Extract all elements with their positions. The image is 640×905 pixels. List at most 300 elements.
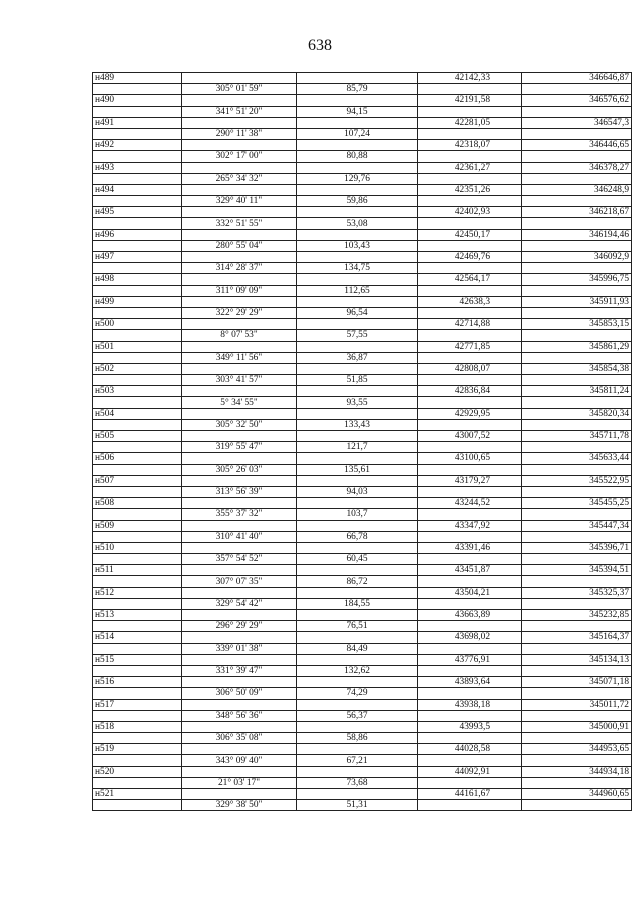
empty-cell [93,375,182,386]
empty-cell [522,777,632,788]
empty-cell [93,464,182,475]
empty-cell [522,285,632,296]
empty-cell [297,565,418,576]
empty-cell [182,475,297,486]
empty-cell [93,688,182,699]
empty-cell [297,73,418,84]
empty-cell [522,218,632,229]
point-row [93,744,632,755]
empty-cell [418,84,522,95]
empty-cell [297,587,418,598]
empty-cell [418,330,522,341]
point-x: 42929,95 [418,408,522,419]
segment-length: 103,7 [297,509,418,520]
point-row [93,453,632,464]
segment-row [93,218,632,229]
empty-cell [297,341,418,352]
empty-cell [297,319,418,330]
point-id: н521 [93,789,182,800]
empty-cell [418,598,522,609]
point-y: 345011,72 [522,699,632,710]
segment-angle: 306° 35' 08" [182,733,297,744]
segment-angle: 349° 11' 56" [182,352,297,363]
empty-cell [182,274,297,285]
empty-cell [93,419,182,430]
segment-length: 132,62 [297,665,418,676]
point-row [93,207,632,218]
point-y: 345854,38 [522,363,632,374]
empty-cell [418,710,522,721]
empty-cell [93,777,182,788]
point-x: 42836,84 [418,386,522,397]
point-id: н507 [93,475,182,486]
segment-length: 51,85 [297,375,418,386]
empty-cell [93,598,182,609]
segment-length: 56,37 [297,710,418,721]
empty-cell [418,688,522,699]
segment-row [93,397,632,408]
point-id: н515 [93,654,182,665]
empty-cell [182,632,297,643]
segment-length: 51,31 [297,800,418,811]
empty-cell [522,263,632,274]
empty-cell [182,341,297,352]
empty-cell [93,307,182,318]
segment-row [93,710,632,721]
empty-cell [522,464,632,475]
empty-cell [182,117,297,128]
segment-length: 73,68 [297,777,418,788]
empty-cell [93,285,182,296]
segment-length: 84,49 [297,643,418,654]
empty-cell [93,263,182,274]
empty-cell [522,733,632,744]
segment-angle: 341° 51' 20" [182,106,297,117]
empty-cell [522,576,632,587]
point-id: н494 [93,184,182,195]
empty-cell [418,755,522,766]
empty-cell [182,610,297,621]
empty-cell [93,397,182,408]
point-x: 44092,91 [418,766,522,777]
segment-length: 76,51 [297,621,418,632]
empty-cell [93,330,182,341]
point-id: н489 [93,73,182,84]
segment-length: 129,76 [297,173,418,184]
segment-angle: 329° 54' 42" [182,598,297,609]
point-id: н510 [93,542,182,553]
point-y: 346378,27 [522,162,632,173]
empty-cell [297,475,418,486]
empty-cell [93,643,182,654]
point-row [93,475,632,486]
point-row [93,341,632,352]
empty-cell [522,330,632,341]
segment-angle: 302° 17' 00" [182,151,297,162]
point-id: н497 [93,252,182,263]
segment-length: 103,43 [297,240,418,251]
segment-angle: 313° 56' 39" [182,486,297,497]
point-y: 345164,37 [522,632,632,643]
point-id: н493 [93,162,182,173]
empty-cell [182,431,297,442]
empty-cell [418,151,522,162]
segment-row [93,330,632,341]
segment-angle: 348° 56' 36" [182,710,297,721]
empty-cell [522,240,632,251]
empty-cell [522,665,632,676]
empty-cell [297,431,418,442]
point-y: 345811,24 [522,386,632,397]
point-y: 346576,62 [522,95,632,106]
point-x: 42281,05 [418,117,522,128]
segment-length: 107,24 [297,128,418,139]
empty-cell [93,509,182,520]
page-number: 638 [308,37,332,54]
point-y: 345232,85 [522,610,632,621]
point-row [93,229,632,240]
empty-cell [522,531,632,542]
empty-cell [297,699,418,710]
segment-row [93,419,632,430]
empty-cell [418,509,522,520]
segment-angle: 21° 03' 17" [182,777,297,788]
point-id: н499 [93,296,182,307]
empty-cell [418,486,522,497]
empty-cell [182,677,297,688]
point-x: 42469,76 [418,252,522,263]
empty-cell [182,363,297,374]
point-x: 42808,07 [418,363,522,374]
segment-length: 57,55 [297,330,418,341]
empty-cell [93,621,182,632]
point-id: н498 [93,274,182,285]
segment-angle: 329° 38' 50" [182,800,297,811]
segment-angle: 311° 09' 09" [182,285,297,296]
segment-angle: 329° 40' 11" [182,196,297,207]
point-x: 43244,52 [418,498,522,509]
empty-cell [522,151,632,162]
empty-cell [522,84,632,95]
point-x: 43698,02 [418,632,522,643]
segment-angle: 303° 41' 57" [182,375,297,386]
segment-row [93,352,632,363]
point-row [93,386,632,397]
point-row [93,296,632,307]
segment-angle: 314° 28' 37" [182,263,297,274]
empty-cell [182,498,297,509]
empty-cell [297,610,418,621]
segment-length: 85,79 [297,84,418,95]
point-x: 42402,93 [418,207,522,218]
empty-cell [182,319,297,330]
point-id: н504 [93,408,182,419]
empty-cell [418,352,522,363]
point-x: 43391,46 [418,542,522,553]
empty-cell [182,140,297,151]
point-row [93,95,632,106]
empty-cell [522,173,632,184]
segment-length: 94,03 [297,486,418,497]
empty-cell [297,498,418,509]
empty-cell [297,363,418,374]
coordinates-table [92,72,632,811]
point-id: н495 [93,207,182,218]
point-y: 346646,87 [522,73,632,84]
segment-row [93,263,632,274]
empty-cell [93,151,182,162]
point-y: 346547,3 [522,117,632,128]
segment-length: 133,43 [297,419,418,430]
point-x: 42771,85 [418,341,522,352]
empty-cell [418,554,522,565]
point-id: н505 [93,431,182,442]
point-x: 42564,17 [418,274,522,285]
empty-cell [297,654,418,665]
point-y: 345853,15 [522,319,632,330]
empty-cell [182,542,297,553]
point-row [93,789,632,800]
point-y: 345071,18 [522,677,632,688]
point-x: 43451,87 [418,565,522,576]
segment-row [93,375,632,386]
segment-angle: 310° 41' 40" [182,531,297,542]
point-id: н514 [93,632,182,643]
empty-cell [418,464,522,475]
point-row [93,632,632,643]
point-y: 345820,34 [522,408,632,419]
point-x: 42318,07 [418,140,522,151]
empty-cell [93,531,182,542]
segment-row [93,307,632,318]
segment-length: 58,86 [297,733,418,744]
point-id: н496 [93,229,182,240]
empty-cell [418,263,522,274]
empty-cell [93,128,182,139]
empty-cell [182,408,297,419]
segment-row [93,240,632,251]
segment-length: 112,65 [297,285,418,296]
segment-length: 60,45 [297,554,418,565]
point-y: 344960,65 [522,789,632,800]
segment-length: 53,08 [297,218,418,229]
empty-cell [418,285,522,296]
segment-angle: 357° 54' 52" [182,554,297,565]
point-row [93,654,632,665]
empty-cell [182,73,297,84]
point-row [93,520,632,531]
point-x: 43663,89 [418,610,522,621]
segment-angle: 355° 37' 32" [182,509,297,520]
point-x: 43179,27 [418,475,522,486]
point-row [93,73,632,84]
point-row [93,431,632,442]
empty-cell [182,520,297,531]
segment-row [93,598,632,609]
empty-cell [522,621,632,632]
point-y: 345134,13 [522,654,632,665]
empty-cell [93,196,182,207]
empty-cell [522,106,632,117]
point-id: н509 [93,520,182,531]
point-row [93,319,632,330]
segment-angle: 339° 01' 38" [182,643,297,654]
empty-cell [182,386,297,397]
segment-angle: 290° 11' 38" [182,128,297,139]
point-x: 43893,64 [418,677,522,688]
empty-cell [297,229,418,240]
point-row [93,363,632,374]
empty-cell [522,397,632,408]
empty-cell [182,162,297,173]
point-row [93,721,632,732]
empty-cell [93,106,182,117]
segment-length: 94,15 [297,106,418,117]
empty-cell [418,128,522,139]
table-body [93,73,632,811]
segment-angle: 305° 26' 03" [182,464,297,475]
point-row [93,408,632,419]
point-row [93,162,632,173]
empty-cell [182,184,297,195]
empty-cell [93,442,182,453]
point-id: н508 [93,498,182,509]
point-x: 42351,26 [418,184,522,195]
empty-cell [297,117,418,128]
empty-cell [182,229,297,240]
point-x: 42714,88 [418,319,522,330]
empty-cell [93,576,182,587]
empty-cell [93,218,182,229]
point-id: н503 [93,386,182,397]
point-id: н518 [93,721,182,732]
empty-cell [297,632,418,643]
segment-length: 74,29 [297,688,418,699]
point-x: 43100,65 [418,453,522,464]
empty-cell [297,140,418,151]
point-row [93,677,632,688]
empty-cell [418,397,522,408]
point-x: 43993,5 [418,721,522,732]
segment-length: 66,78 [297,531,418,542]
empty-cell [182,587,297,598]
empty-cell [418,419,522,430]
point-y: 346218,67 [522,207,632,218]
point-id: н520 [93,766,182,777]
point-row [93,587,632,598]
point-row [93,274,632,285]
segment-row [93,643,632,654]
empty-cell [297,95,418,106]
empty-cell [182,789,297,800]
segment-angle: 331° 39' 47" [182,665,297,676]
empty-cell [297,520,418,531]
empty-cell [93,486,182,497]
segment-angle: 8° 07' 53" [182,330,297,341]
empty-cell [297,542,418,553]
segment-length: 86,72 [297,576,418,587]
empty-cell [418,800,522,811]
segment-length: 135,61 [297,464,418,475]
empty-cell [522,688,632,699]
empty-cell [182,721,297,732]
empty-cell [182,565,297,576]
empty-cell [418,531,522,542]
point-y: 345911,93 [522,296,632,307]
empty-cell [418,576,522,587]
empty-cell [418,643,522,654]
point-id: н492 [93,140,182,151]
empty-cell [418,733,522,744]
empty-cell [522,710,632,721]
segment-row [93,442,632,453]
point-row [93,252,632,263]
empty-cell [297,184,418,195]
point-row [93,565,632,576]
point-row [93,117,632,128]
point-x: 44161,67 [418,789,522,800]
empty-cell [93,800,182,811]
segment-angle: 319° 55' 47" [182,442,297,453]
point-id: н512 [93,587,182,598]
point-x: 42191,58 [418,95,522,106]
point-y: 345000,91 [522,721,632,732]
point-id: н502 [93,363,182,374]
empty-cell [522,598,632,609]
point-id: н506 [93,453,182,464]
segment-angle: 307° 07' 35" [182,576,297,587]
empty-cell [418,240,522,251]
empty-cell [418,106,522,117]
segment-row [93,554,632,565]
point-x: 43776,91 [418,654,522,665]
empty-cell [522,128,632,139]
point-y: 346194,46 [522,229,632,240]
point-row [93,140,632,151]
segment-row [93,777,632,788]
empty-cell [418,173,522,184]
segment-length: 67,21 [297,755,418,766]
segment-row [93,733,632,744]
segment-length: 134,75 [297,263,418,274]
point-y: 345447,34 [522,520,632,531]
empty-cell [418,218,522,229]
segment-angle: 265° 34' 32" [182,173,297,184]
empty-cell [182,766,297,777]
point-x: 42638,3 [418,296,522,307]
point-row [93,184,632,195]
empty-cell [182,453,297,464]
segment-length: 93,55 [297,397,418,408]
empty-cell [418,777,522,788]
point-x: 43938,18 [418,699,522,710]
segment-row [93,464,632,475]
empty-cell [93,554,182,565]
empty-cell [182,296,297,307]
point-id: н511 [93,565,182,576]
segment-angle: 5° 34' 55" [182,397,297,408]
empty-cell [297,766,418,777]
point-y: 345396,71 [522,542,632,553]
empty-cell [297,296,418,307]
empty-cell [182,207,297,218]
segment-angle: 306° 50' 09" [182,688,297,699]
empty-cell [93,733,182,744]
segment-length: 59,86 [297,196,418,207]
segment-row [93,173,632,184]
empty-cell [522,755,632,766]
segment-row [93,531,632,542]
